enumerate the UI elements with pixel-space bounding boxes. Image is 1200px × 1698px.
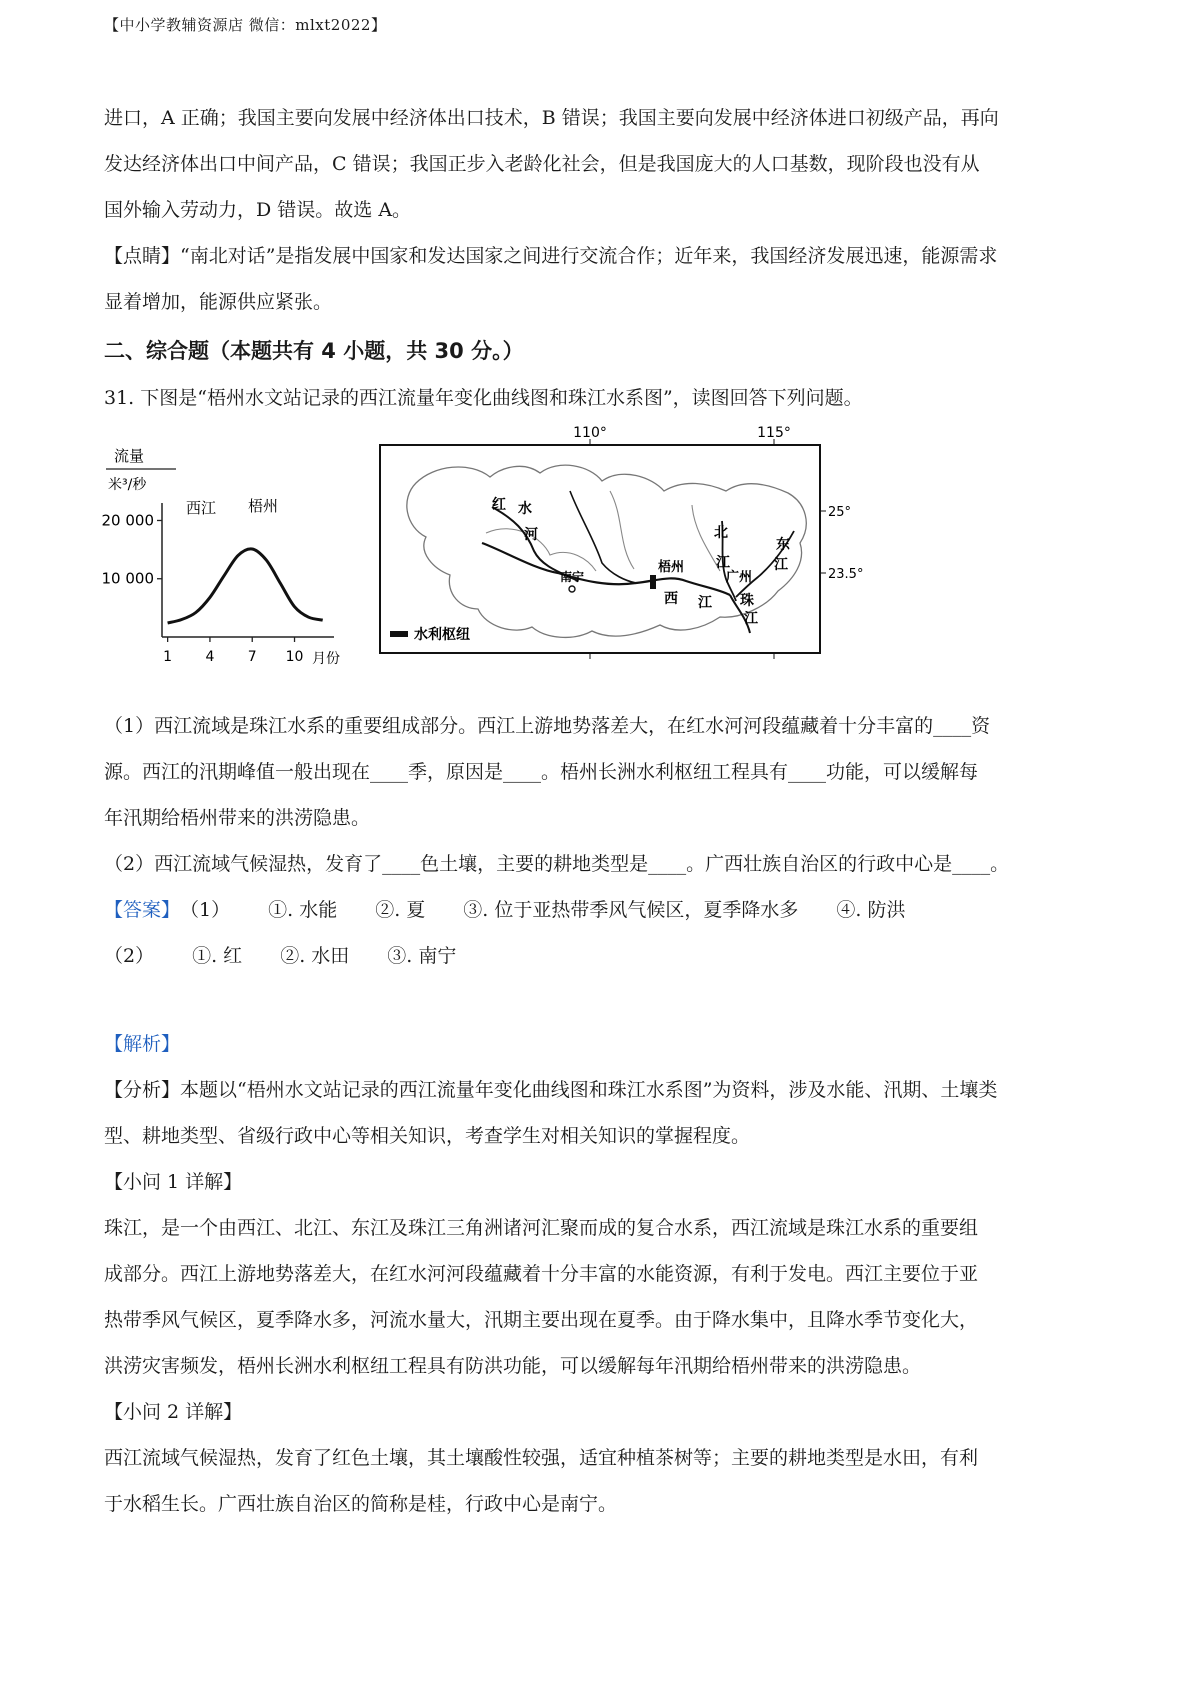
x-tick-label: 4 [205,649,215,665]
place-label: 广州 [726,570,753,585]
y-axis-title: 流量 [114,447,145,465]
answer-item: ①. 水能 [268,899,338,921]
answer-item: ③. 位于亚热带季风气候区，夏季降水多 [463,899,799,921]
paragraph-line: 源。西江的汛期峰值一般出现在____季，原因是____。梧州长洲水利枢纽工程具有____功能，可以缓解每 [104,761,979,783]
answer-item: ③. 南宁 [387,945,457,967]
legend-label: 水利枢纽 [414,627,470,643]
paragraph-line: 进口，A 正确；我国主要向发展中经济体出口技术，B 错误；我国主要向发展中经济体进口初级产品，再向 [104,107,999,129]
place-label: 东 [776,537,790,553]
lon-label-110: 110° [573,425,607,441]
paragraph-line: 发达经济体出口中间产品，C 错误；我国正步入老龄化社会，但是我国庞大的人口基数，现阶段也没有从 [104,153,980,175]
pearl-river-map [374,421,864,661]
place-label: 西 [664,591,678,607]
sub-question-2: （2）西江流域气候湿热，发育了____色土壤，主要的耕地类型是____。广西壮族自治区的行政中心是____。 [104,853,1010,875]
analysis-line: 型、耕地类型、省级行政中心等相关知识，考查学生对相关知识的掌握程度。 [104,1125,751,1147]
legend-label-xijiang: 西江 [186,499,217,517]
y-axis-unit: 米³/秒 [108,477,147,493]
detail-2-label: 【小问 2 详解】 [104,1401,243,1423]
place-label: 江 [744,611,758,627]
hydro-hub-marker [650,575,656,589]
answer-row-1 [104,887,1104,933]
detail-1-label: 【小问 1 详解】 [104,1171,243,1193]
flow-chart [100,427,360,677]
place-label: 南宁 [560,570,585,584]
flow-curve [168,549,323,623]
detail-line: 热带季风气候区，夏季降水多，河流水量大，汛期主要出现在夏季。由于降水集中，且降水季节变化大， [104,1309,979,1331]
place-label: 江 [774,557,788,573]
document-page [101,95,1104,1527]
note-line: 【点睛】“南北对话”是指发展中国家和发达国家之间进行交流合作；近年来，我国经济发展迅速，能源需求 [104,245,998,267]
place-label: 江 [716,555,730,571]
paragraph-line: （1）西江流域是珠江水系的重要组成部分。西江上游地势落差大，在红水河河段蕴藏着十分丰富的____资 [104,715,991,737]
place-label: 梧州 [658,560,685,575]
answer-row-2 [104,933,1104,979]
previous-answer-text [104,95,1104,325]
question-stem: 31. 下图是“梧州水文站记录的西江流量年变化曲线图和珠江水系图”，读图回答下列问题。 [104,387,863,409]
place-label: 珠 [740,593,754,609]
legend-swatch [390,631,408,637]
detail-line: 成部分。西江上游地势落差大，在红水河河段蕴藏着十分丰富的水能资源，有利于发电。西江主要位于亚 [104,1263,979,1285]
answer-part: （2） [104,945,155,967]
paragraph-line: 年汛期给梧州带来的洪涝隐患。 [104,807,371,829]
detail-line: 于水稻生长。广西壮族自治区的简称是桂，行政中心是南宁。 [104,1493,618,1515]
note-line: 显着增加，能源供应紧张。 [104,291,333,313]
detail-line: 珠江，是一个由西江、北江、东江及珠江三角洲诸河汇聚而成的复合水系，西江流域是珠江水系的重要组 [104,1217,979,1239]
source-watermark: 【中小学教辅资源店 微信：mlxt2022】 [104,16,387,34]
place-label: 红 [492,497,506,513]
x-axis-title: 月份 [312,651,340,667]
section-title: 二、综合题（本题共有 4 小题，共 30 分。） [104,339,524,363]
place-label: 河 [524,527,538,543]
legend-label-wuzhou: 梧州 [248,497,279,515]
sub-question-1 [104,703,1104,841]
answer-part: （1） [180,899,231,921]
lat-label-25: 25° [828,505,852,520]
lat-label-23-5: 23.5° [828,567,864,582]
place-label: 水 [518,501,532,517]
answer-label: 【答案】 [104,899,181,921]
detail-line: 洪涝灾害频发，梧州长洲水利枢纽工程具有防洪功能，可以缓解每年汛期给梧州带来的洪涝隐患。 [104,1355,922,1377]
y-tick-label: 20 000 [101,511,154,530]
lon-label-115: 115° [757,425,791,441]
answer-item: ①. 红 [192,945,243,967]
place-label: 北 [714,525,728,541]
x-tick-label: 7 [247,649,257,665]
paragraph-line: 国外输入劳动力，D 错误。故选 A。 [104,199,412,221]
answer-item: ④. 防洪 [836,899,906,921]
y-tick-label: 10 000 [101,569,154,588]
analysis-label: 【解析】 [104,1033,181,1055]
answer-item: ②. 夏 [375,899,426,921]
detail-line: 西江流域气候湿热，发育了红色土壤，其土壤酸性较强，适宜种植茶树等；主要的耕地类型是水田，有利 [104,1447,979,1469]
place-label: 江 [698,595,712,611]
analysis-line: 【分析】本题以“梧州水文站记录的西江流量年变化曲线图和珠江水系图”为资料，涉及水能、汛期、土壤类 [104,1079,998,1101]
answer-item: ②. 水田 [280,945,350,967]
x-tick-label: 10 [285,649,304,665]
x-tick-label: 1 [163,649,173,665]
figure-row [101,425,1104,689]
